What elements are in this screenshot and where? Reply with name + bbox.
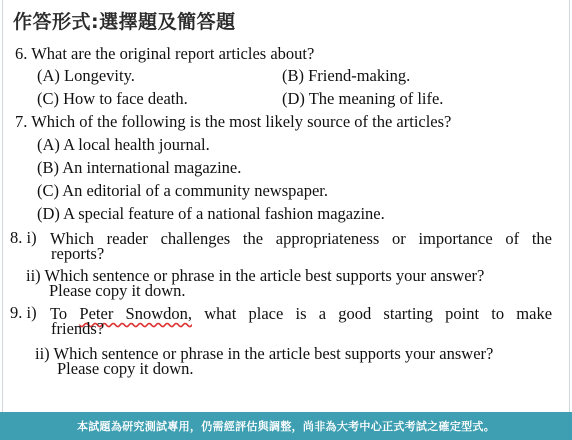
question-6-option-a: (A) Longevity.: [37, 66, 135, 85]
question-9-part-i-number: 9. i): [10, 303, 37, 322]
question-7-option-c: (C) An editorial of a community newspaper.: [37, 181, 328, 200]
question-7-option-b: (B) An international magazine.: [37, 158, 242, 177]
question-9-part-ii-continuation: Please copy it down.: [57, 359, 194, 378]
question-6-stem: 6. What are the original report articles about?: [15, 44, 315, 63]
question-9-to: To: [50, 304, 68, 323]
question-6-option-d: (D) The meaning of life.: [282, 89, 444, 108]
question-8-part-i-continuation: reports?: [51, 244, 105, 263]
frame-border-right: [569, 0, 570, 440]
question-9-person-name: Peter Snowdon,: [79, 304, 192, 323]
question-6-option-c: (C) How to face death.: [37, 89, 188, 108]
question-8-part-ii-continuation: Please copy it down.: [49, 281, 186, 300]
question-8-part-ii-text: ii) Which sentence or phrase in the article best supports your answer?: [26, 266, 485, 285]
question-7-option-d: (D) A special feature of a national fashion magazine.: [37, 204, 385, 223]
disclaimer-footer: 本試題為研究測試專用，仍需經評估與調整，尚非為大考中心正式考試之確定型式。: [0, 412, 572, 440]
question-9-part-ii-text: ii) Which sentence or phrase in the article best supports your answer?: [35, 344, 494, 363]
question-8-part-i-number: 8. i): [10, 228, 37, 247]
question-8-part-i-text: Which reader challenges the appropriateness or importance of the: [50, 229, 552, 248]
frame-border-left: [2, 0, 3, 440]
page-title: 作答形式:選擇題及簡答題: [13, 11, 236, 33]
question-9-text-rest: what place is a good starting point to make: [204, 304, 553, 323]
question-7-option-a: (A) A local health journal.: [37, 135, 210, 154]
question-9-part-i-text: [50, 305, 552, 322]
question-6-option-b: (B) Friend-making.: [282, 66, 411, 85]
question-7-stem: 7. Which of the following is the most likely source of the articles?: [15, 112, 452, 131]
question-9-part-i-continuation: friends?: [51, 319, 105, 338]
